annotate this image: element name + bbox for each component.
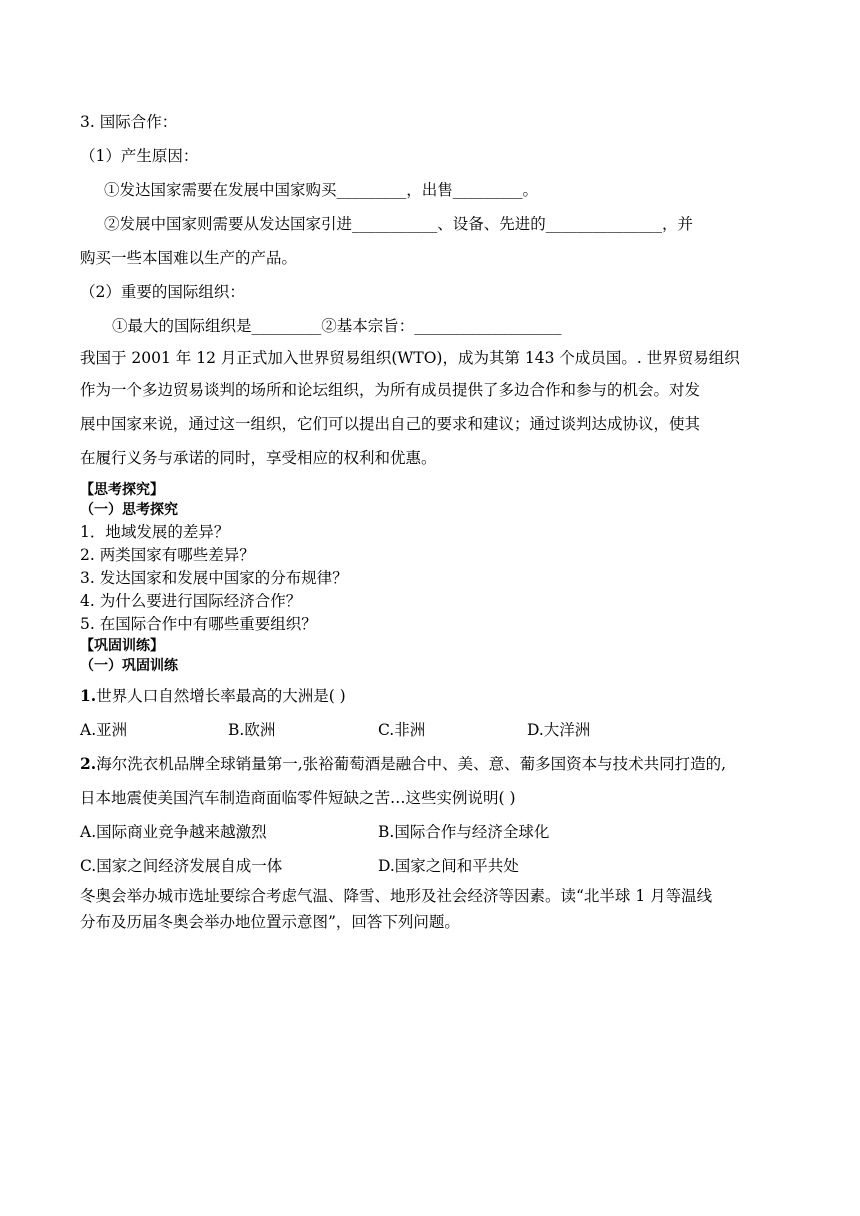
question-1-option-a: A.亚洲 xyxy=(80,721,128,739)
question-2-number: 2. xyxy=(80,754,97,773)
wto-paragraph-line: 展中国家来说，通过这一组织，它们可以提出自己的要求和建议；通过谈判达成协议，使其 xyxy=(80,415,701,433)
think-question: 2. 两类国家有哪些差异？ xyxy=(80,546,255,564)
organization-item: ①最大的国际组织是_________②基本宗旨：___________________ xyxy=(112,317,562,335)
think-subheading: （一）思考探究 xyxy=(80,502,178,518)
question-2-text: 海尔洗衣机品牌全球销量第一,张裕葡萄酒是融合中、美、意、葡多国资本与技术共同打造的, xyxy=(96,755,727,773)
wto-paragraph-line: 我国于 2001 年 12 月正式加入世界贸易组织(WTO)，成为其第 143 个成员国。. 世界贸易组织 xyxy=(80,349,740,367)
think-question: 3. 发达国家和发展中国家的分布规律？ xyxy=(80,569,348,587)
question-1-number: 1. xyxy=(80,686,97,705)
think-heading: 【思考探究】 xyxy=(80,482,164,498)
reason-item-2-line-1: ②发展中国家则需要从发达国家引进___________、设备、先进的_______________，并 xyxy=(104,215,694,233)
question-1-option-d: D.大洋洲 xyxy=(527,721,591,739)
section-3-heading: 3. 国际合作： xyxy=(80,113,178,131)
question-2-line-1 xyxy=(80,754,726,774)
question-1-text: 世界人口自然增长率最高的大洲是( ) xyxy=(96,687,346,705)
question-3-line-2: 分布及历届冬奥会举办地位置示意图”，回答下列问题。 xyxy=(80,913,460,931)
subsection-organizations: （2）重要的国际组织： xyxy=(80,283,245,301)
question-3-line-1: 冬奥会举办城市选址要综合考虑气温、降雪、地形及社会经济等因素。读“北半球 1 月等温线 xyxy=(80,887,713,905)
think-question: 1．地域发展的差异？ xyxy=(80,523,230,541)
think-question: 5. 在国际合作中有哪些重要组织？ xyxy=(80,615,317,633)
reason-item-2-line-2: 购买一些本国难以生产的产品。 xyxy=(80,249,298,267)
reason-item-1: ①发达国家需要在发展中国家购买_________，出售_________。 xyxy=(104,181,539,199)
practice-heading: 【巩固训练】 xyxy=(80,638,164,654)
wto-paragraph-line: 在履行义务与承诺的同时，享受相应的权利和优惠。 xyxy=(80,449,437,467)
subsection-reasons: （1）产生原因： xyxy=(80,147,199,165)
question-2-option-b: B.国际合作与经济全球化 xyxy=(378,823,550,841)
wto-paragraph-line: 作为一个多边贸易谈判的场所和论坛组织，为所有成员提供了多边合作和参与的机会。对发 xyxy=(80,381,701,399)
question-2-option-a: A.国际商业竞争越来越激烈 xyxy=(80,823,267,841)
question-2-line-2: 日本地震使美国汽车制造商面临零件短缺之苦…这些实例说明( ) xyxy=(80,789,516,807)
practice-subheading: （一）巩固训练 xyxy=(80,658,178,674)
question-1 xyxy=(80,686,346,706)
question-2-option-d: D.国家之间和平共处 xyxy=(378,857,519,875)
question-1-option-c: C.非洲 xyxy=(378,721,426,739)
question-2-option-c: C.国家之间经济发展自成一体 xyxy=(80,857,283,875)
think-question: 4. 为什么要进行国际经济合作？ xyxy=(80,592,302,610)
question-1-option-b: B.欧洲 xyxy=(228,721,276,739)
